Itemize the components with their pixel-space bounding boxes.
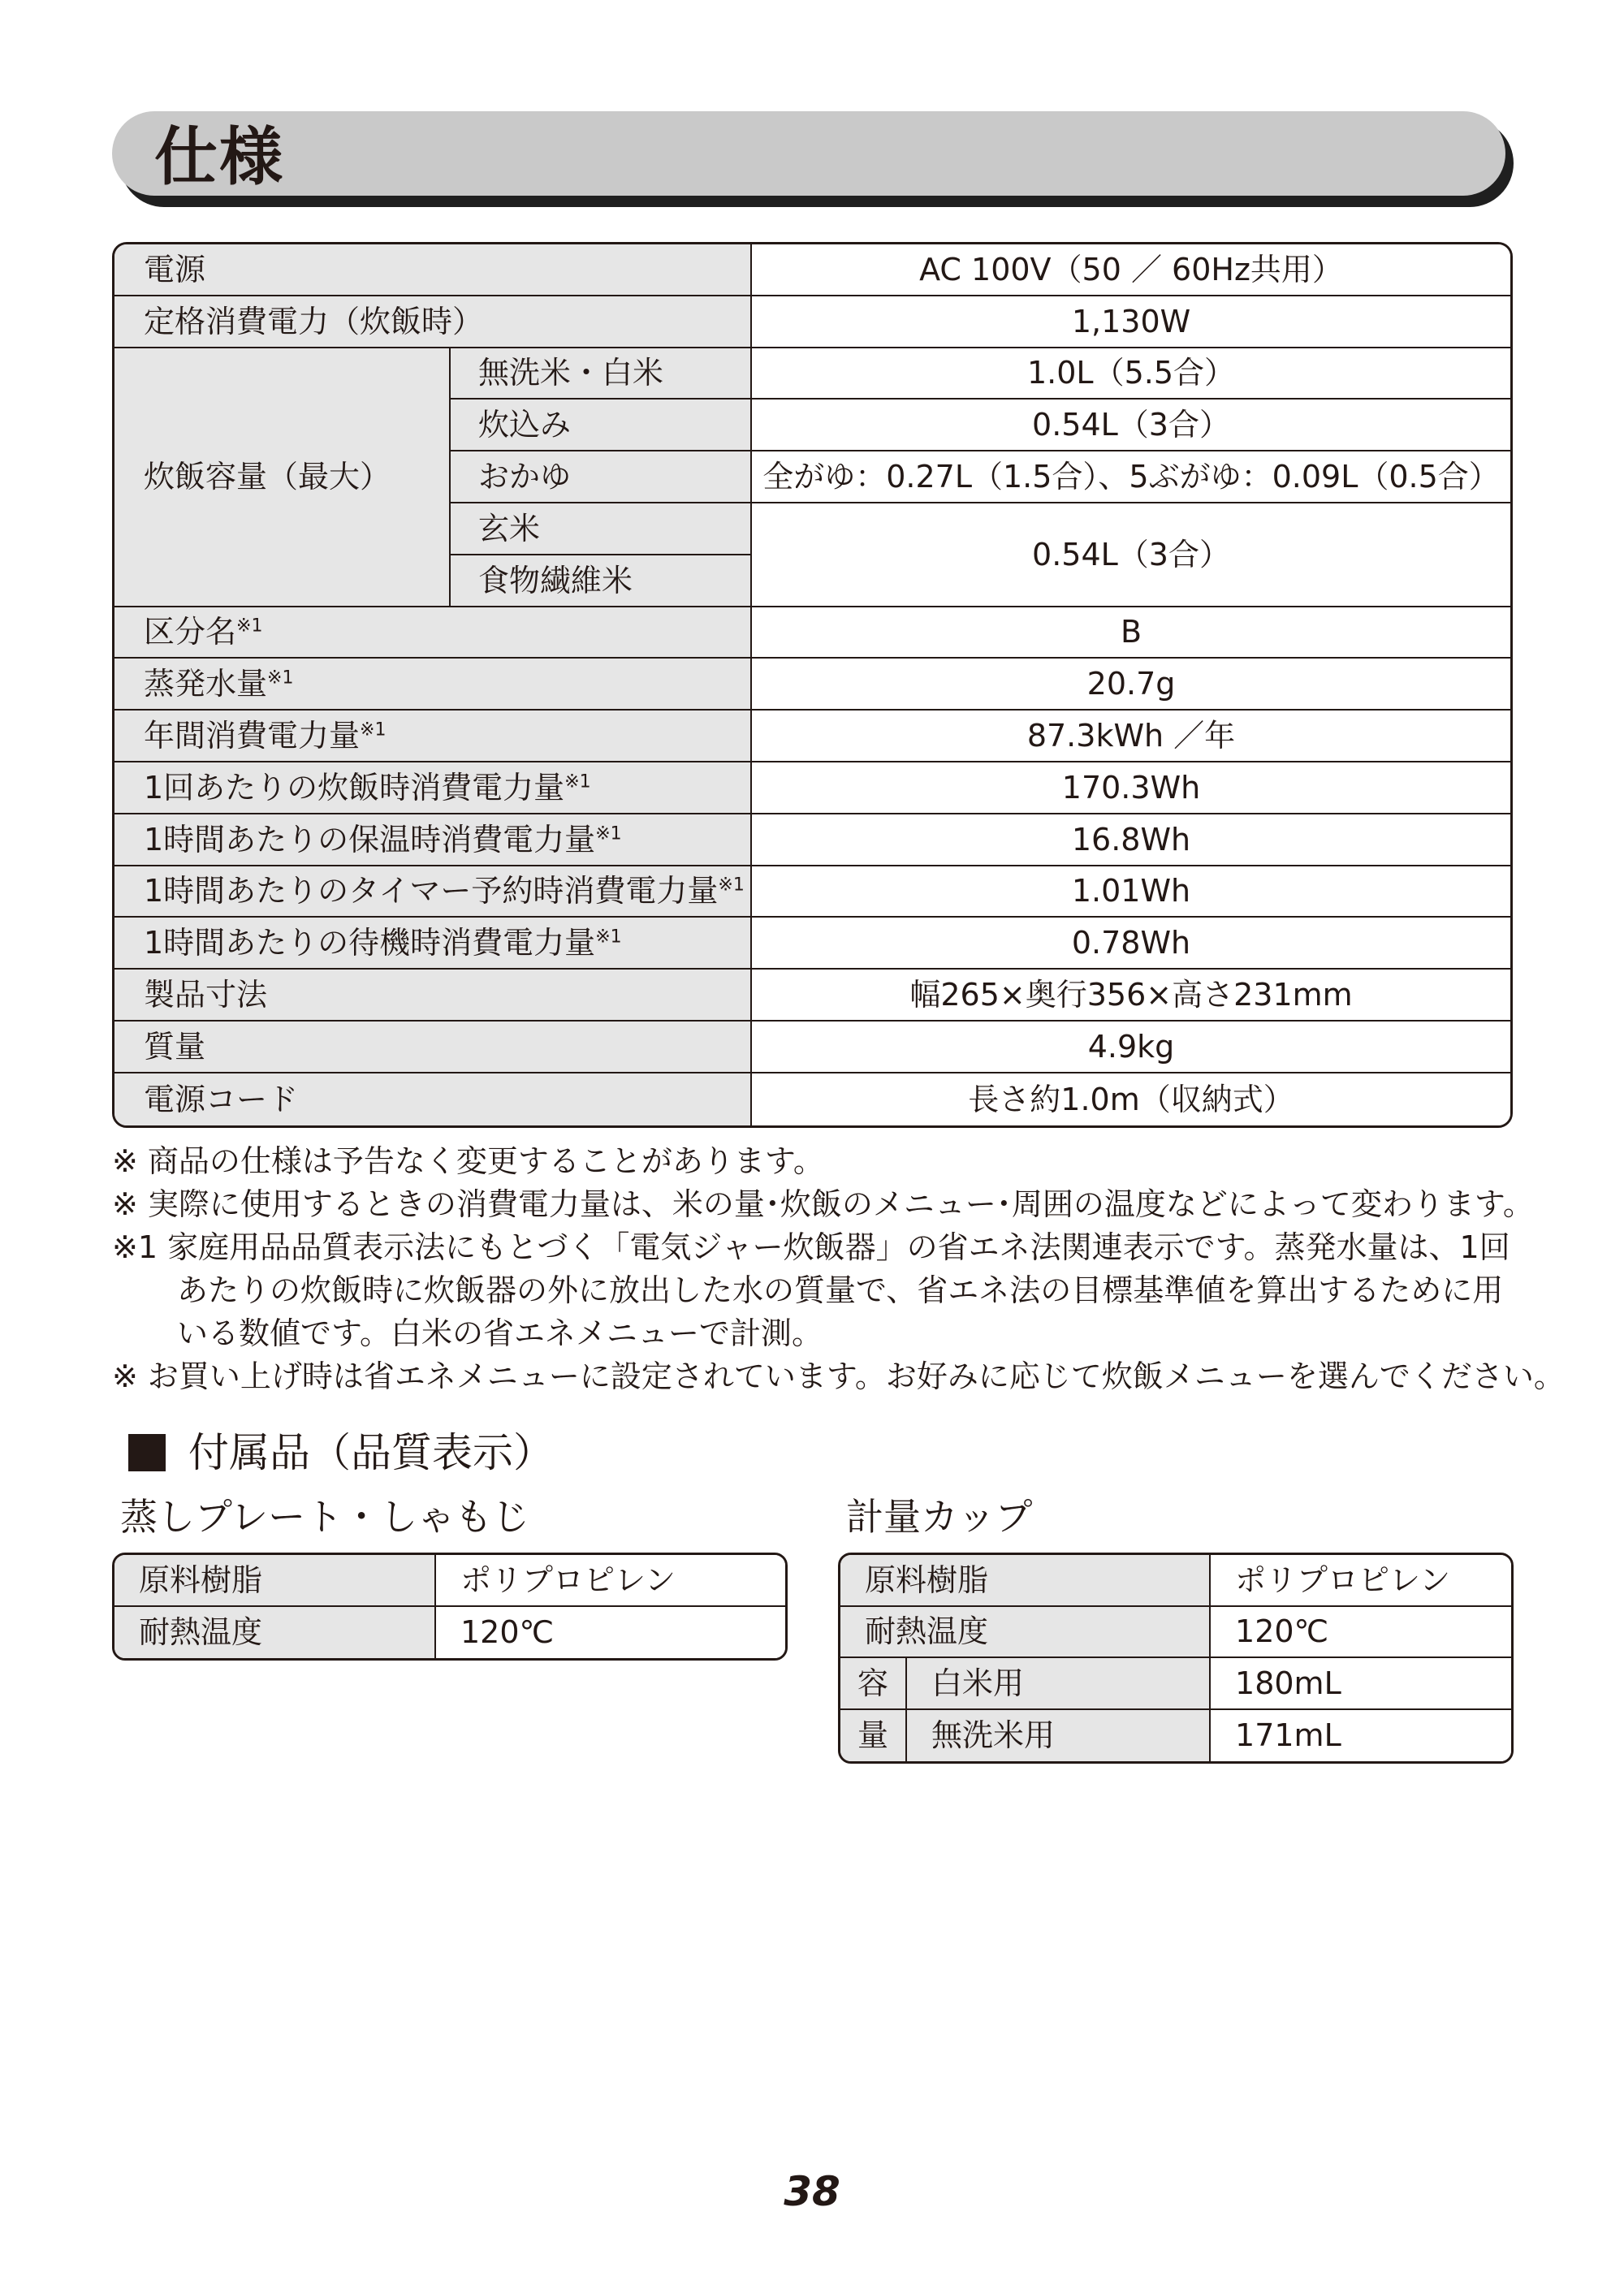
spec-label: 製品寸法 — [114, 970, 752, 1022]
note-line: ※ 実際に使用するときの消費電力量は、米の量･炊飯のメニュー･周囲の温度などによって変わります。 — [112, 1186, 1534, 1222]
spec-row-dimensions — [114, 970, 1510, 1022]
notes — [112, 1140, 1565, 1398]
steam-plate-title: 蒸しプレート・しゃもじ — [120, 1495, 530, 1539]
spec-row-standby — [114, 918, 1510, 970]
material-label: 原料樹脂 — [114, 1555, 436, 1607]
spec-label-text: 1時間あたりのタイマー予約時消費電力量 — [144, 873, 719, 909]
spec-label — [114, 659, 752, 711]
spec-table — [112, 242, 1513, 1128]
heat-value: 120℃ — [436, 1607, 785, 1659]
heat-value: 120℃ — [1211, 1607, 1511, 1659]
spec-row-rated-power — [114, 296, 1510, 348]
spec-row-capacity-musenmai — [114, 348, 1510, 400]
spec-row-cord — [114, 1073, 1510, 1125]
spec-row-annual-power — [114, 711, 1510, 762]
spec-sublabel: 無洗米・白米 — [451, 348, 752, 400]
measuring-cup-title: 計量カップ — [846, 1495, 1033, 1539]
spec-label: 電源 — [114, 244, 752, 296]
spec-label-text: 蒸発水量 — [144, 666, 268, 702]
accessories-heading-text: 付属品（品質表示） — [188, 1429, 554, 1476]
spec-row-per-cook — [114, 762, 1510, 814]
steam-plate-table — [112, 1553, 788, 1661]
spec-label: 質量 — [114, 1022, 752, 1073]
capacity-label-char: 容 — [840, 1658, 907, 1710]
spec-value: B — [752, 607, 1510, 659]
material-label: 原料樹脂 — [840, 1555, 1211, 1607]
table-row — [840, 1710, 1511, 1762]
footnote-mark: ※1 — [236, 616, 263, 637]
square-bullet-icon — [128, 1434, 166, 1471]
spec-value: 4.9kg — [752, 1022, 1510, 1073]
spec-label — [114, 762, 752, 814]
table-row — [840, 1607, 1511, 1659]
note-line: あたりの炊飯時に炊飯器の外に放出した水の質量で、省エネ法の目標基準値を算出するために用 — [177, 1272, 1504, 1308]
heat-label: 耐熱温度 — [114, 1607, 436, 1659]
spec-label-text: 区分名 — [144, 614, 237, 650]
spec-label-text: 1時間あたりの保温時消費電力量 — [144, 821, 596, 857]
spec-row-evaporation — [114, 659, 1510, 711]
spec-label-text: 年間消費電力量 — [144, 718, 361, 754]
spec-value: 16.8Wh — [752, 814, 1510, 866]
table-row — [114, 1555, 785, 1607]
spec-value: 170.3Wh — [752, 762, 1510, 814]
spec-value: 幅265×奥行356×高さ231mm — [752, 970, 1510, 1022]
spec-label: 定格消費電力（炊飯時） — [114, 296, 752, 348]
capacity-label-char: 量 — [840, 1710, 907, 1762]
spec-sublabel: 玄米 — [451, 503, 752, 555]
spec-value: 長さ約1.0m（収納式） — [752, 1073, 1510, 1125]
footnote-mark: ※1 — [360, 719, 387, 741]
footnote-mark: ※1 — [267, 667, 294, 689]
spec-label — [114, 814, 752, 866]
spec-label-text: 1時間あたりの待機時消費電力量 — [144, 925, 596, 961]
spec-label-capacity: 炊飯容量（最大） — [114, 348, 451, 607]
spec-label: 電源コード — [114, 1073, 752, 1125]
spec-label — [114, 711, 752, 762]
material-value: ポリプロピレン — [1211, 1555, 1511, 1607]
spec-value: 20.7g — [752, 659, 1510, 711]
musenmai-value: 171mL — [1211, 1710, 1511, 1762]
table-row — [840, 1658, 1511, 1710]
note-line: いる数値です。白米の省エネメニューで計測。 — [177, 1315, 823, 1351]
spec-label — [114, 918, 752, 970]
footnote-mark: ※1 — [564, 771, 591, 793]
spec-sublabel: 食物繊維米 — [451, 555, 752, 607]
white-rice-label: 白米用 — [907, 1658, 1211, 1710]
spec-row-mass — [114, 1022, 1510, 1073]
spec-value: 0.78Wh — [752, 918, 1510, 970]
white-rice-value: 180mL — [1211, 1658, 1511, 1710]
musenmai-label: 無洗米用 — [907, 1710, 1211, 1762]
note-line: ※ お買い上げ時は省エネメニューに設定されています。お好みに応じて炊飯メニューを選んでください。 — [112, 1358, 1565, 1394]
table-row — [114, 1607, 785, 1659]
page-number: 38 — [784, 2168, 840, 2215]
spec-row-keep-warm — [114, 814, 1510, 866]
note-line: ※ 商品の仕様は予告なく変更することがあります。 — [112, 1143, 824, 1179]
spec-value: 1.01Wh — [752, 866, 1510, 918]
spec-value: 1,130W — [752, 296, 1510, 348]
spec-sublabel: おかゆ — [451, 451, 752, 503]
measuring-cup-table — [838, 1553, 1514, 1764]
spec-sublabel: 炊込み — [451, 400, 752, 451]
spec-row-category — [114, 607, 1510, 659]
page-title: 仕様 — [154, 121, 285, 194]
spec-value: 0.54L（3合） — [752, 400, 1510, 451]
spec-value: 0.54L（3合） — [752, 503, 1510, 607]
spec-value: 87.3kWh ／年 — [752, 711, 1510, 762]
footnote-mark: ※1 — [595, 823, 622, 844]
heat-label: 耐熱温度 — [840, 1607, 1211, 1659]
footnote-mark: ※1 — [718, 875, 745, 896]
spec-row-timer — [114, 866, 1510, 918]
material-value: ポリプロピレン — [436, 1555, 785, 1607]
title-banner — [112, 111, 1505, 196]
footnote-mark: ※1 — [595, 927, 622, 948]
spec-label — [114, 607, 752, 659]
spec-label-text: 1回あたりの炊飯時消費電力量 — [144, 769, 565, 806]
table-row — [840, 1555, 1511, 1607]
accessories-heading — [128, 1423, 554, 1483]
spec-value: 1.0L（5.5合） — [752, 348, 1510, 400]
spec-value: AC 100V（50 ／ 60Hz共用） — [752, 244, 1510, 296]
spec-label — [114, 866, 752, 918]
spec-row-power-source — [114, 244, 1510, 296]
note-line: ※1 家庭用品品質表示法にもとづく「電気ジャー炊飯器」の省エネ法関連表示です。蒸発水量は、1回 — [112, 1229, 1510, 1265]
spec-value: 全がゆ：0.27L（1.5合）、5ぶがゆ：0.09L（0.5合） — [752, 451, 1510, 503]
